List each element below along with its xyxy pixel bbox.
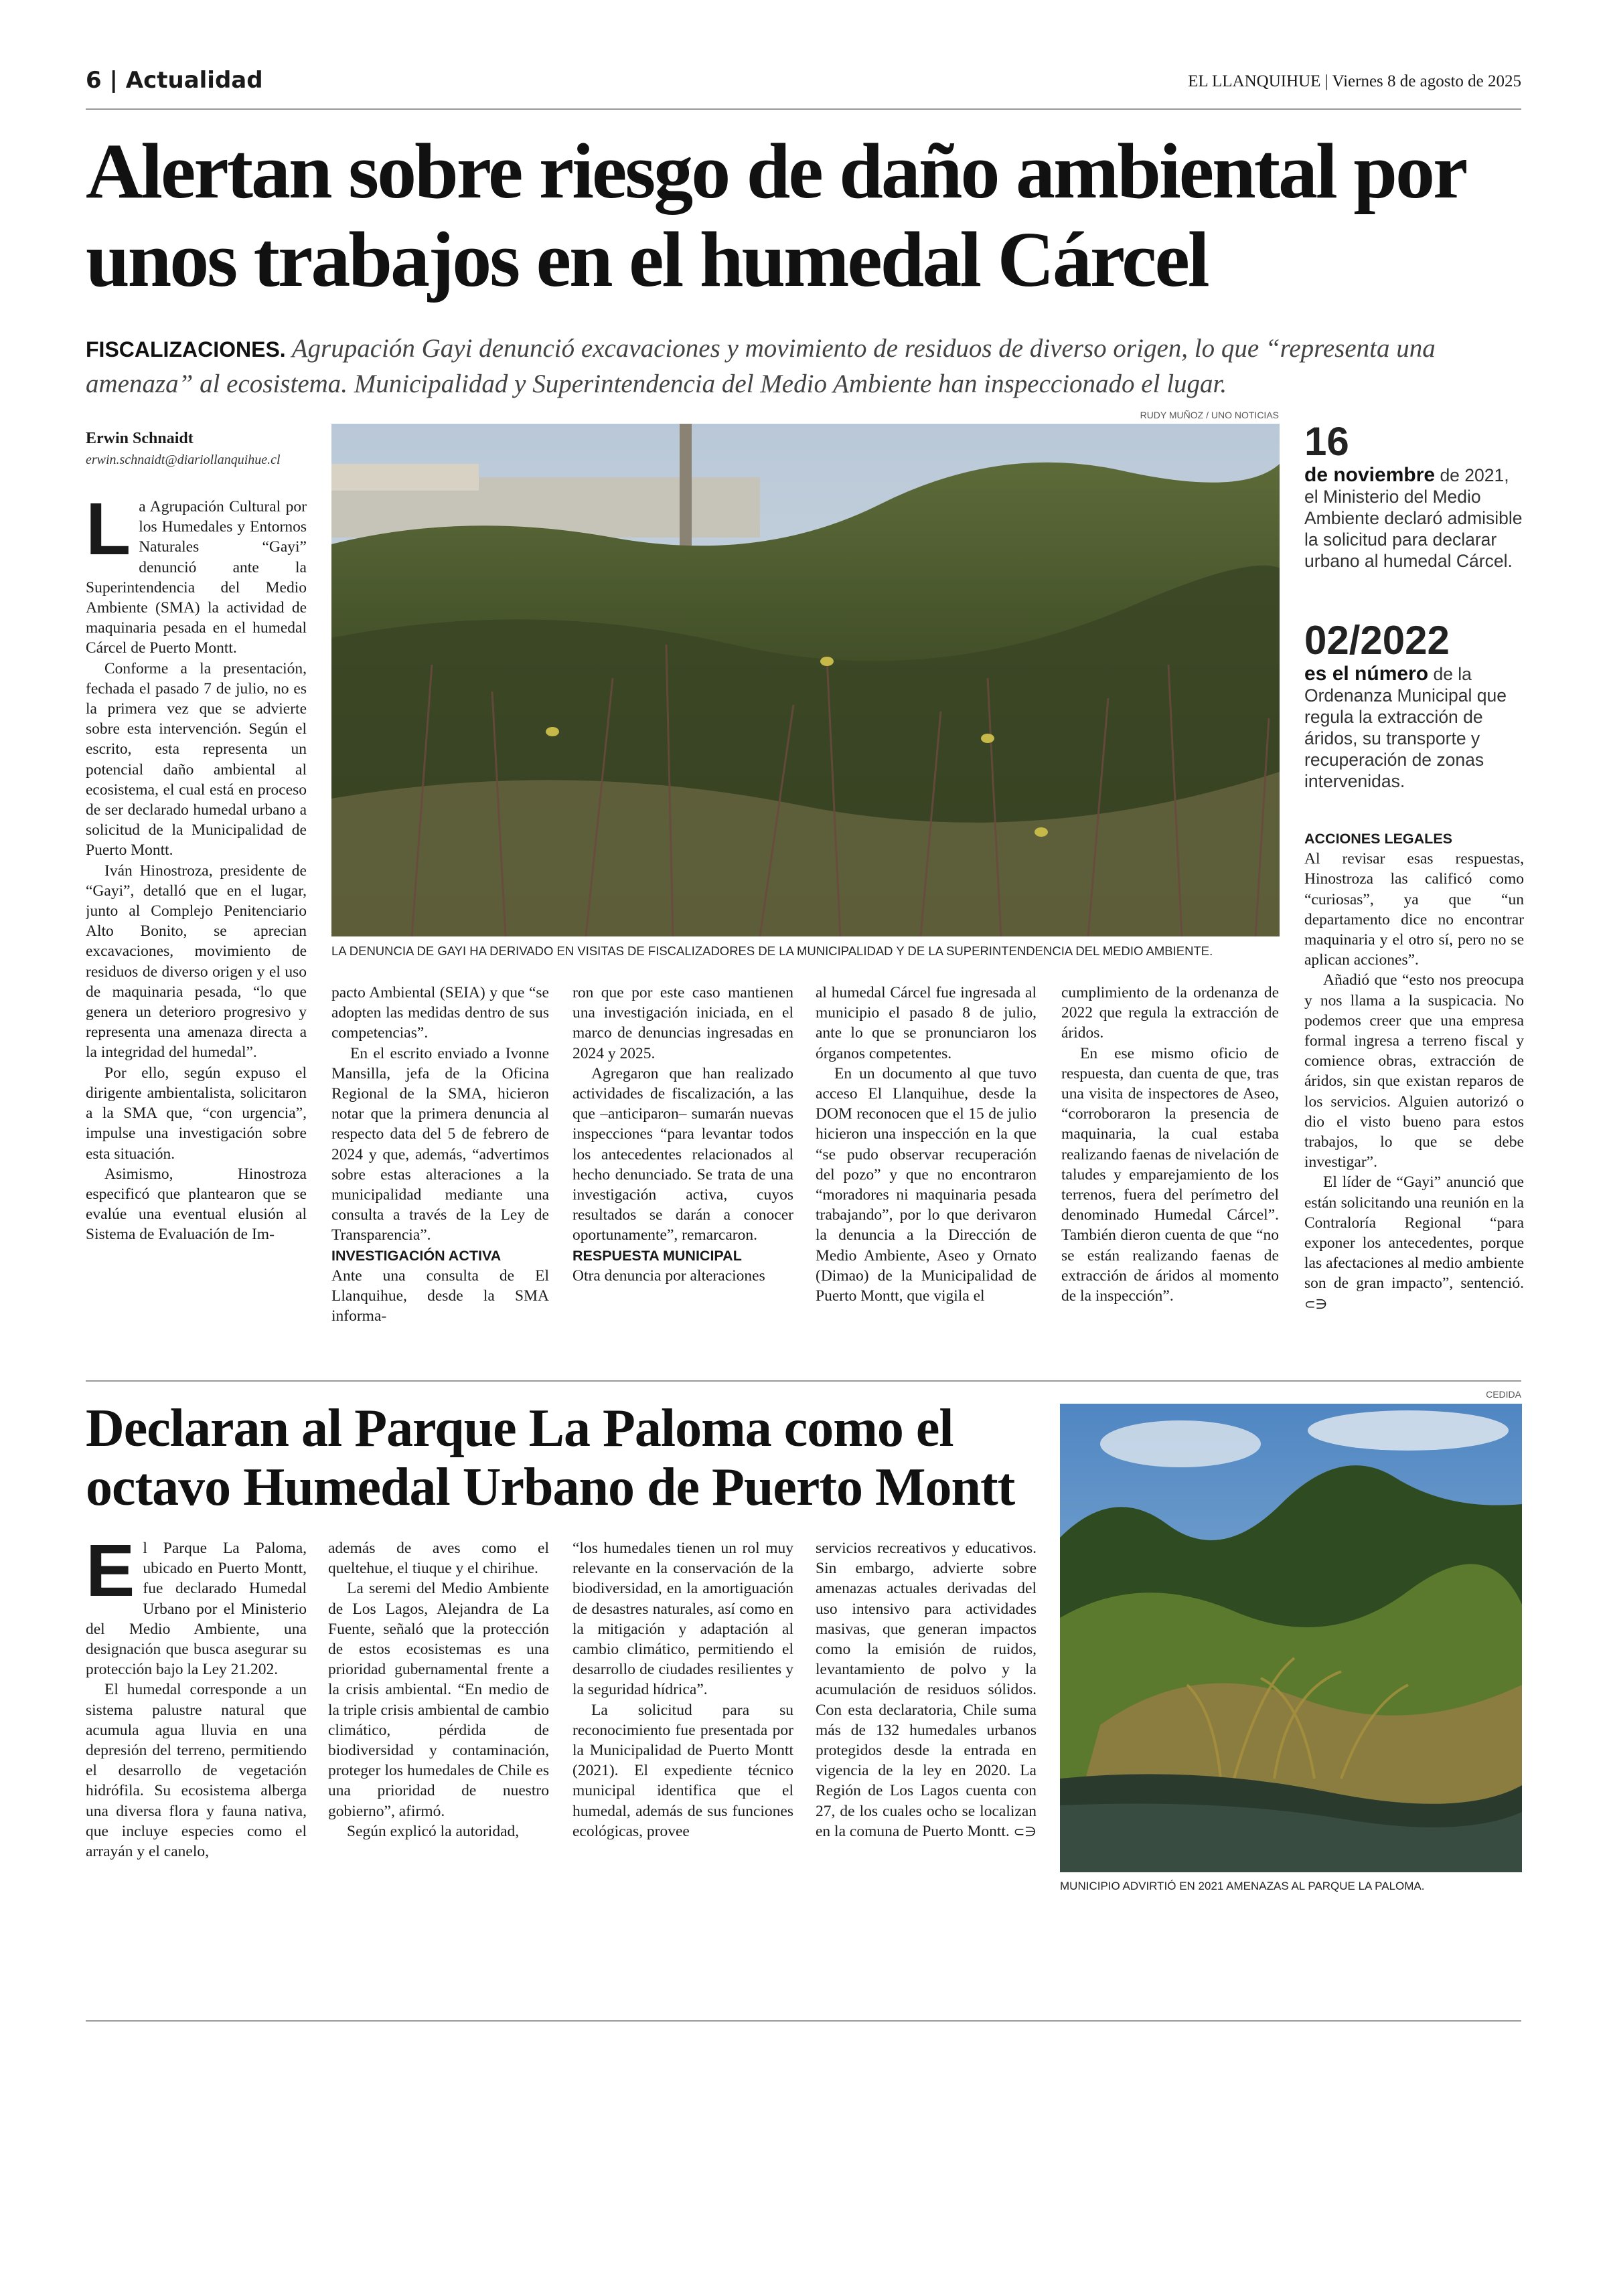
body-paragraph: Por ello, según expuso el dirigente ambientalista, solicitaron a la SMA que, “con urgencia”, impulse una investigación sobre esta situación. [86, 1064, 307, 1163]
article2-lead-paragraph [86, 1538, 307, 1679]
article-divider [86, 1380, 1521, 1382]
article1-column-3 [572, 983, 793, 1375]
page-folio [86, 67, 263, 94]
article1-kicker: FISCALIZACIONES. [86, 337, 286, 361]
body-paragraph: La solicitud para su reconocimiento fue presentada por la Municipalidad de Puerto Montt (2021). El expediente técnico municipal identifica que el humedal, además de sus funciones ecológicas, provee [572, 1701, 793, 1840]
body-paragraph: La seremi del Medio Ambiente de Los Lagos, Alejandra de La Fuente, señaló que la protección de estos ecosistemas es una prioridad gubernamental frente a la crisis ambiental. “En medio de la triple crisis ambiental de cambio climático, pérdida de biodiversidad y contaminación, proteger los humedales de Chile es una prioridad de nuestro gobierno”, afirmó. [328, 1580, 549, 1820]
body-paragraph: Otra denuncia por alteraciones [572, 1266, 765, 1285]
page-number: 6 [86, 67, 102, 94]
body-paragraph: En un documento al que tuvo acceso El Llanquihue, desde la DOM reconocen que el 15 de julio hicieron una inspección en la que “se pudo observar recuperación del pozo” y que no encontraron “moradores ni maquinaria pesada trabajando”, por lo que derivaron la denuncia a la Dirección de Medio Ambiente, Aseo y Ornato (Dimao) de la Municipalidad de Puerto Montt, que vigila el [816, 1064, 1037, 1305]
article2-photo [1060, 1404, 1522, 1872]
body-paragraph [816, 1538, 1037, 1841]
stat-label: es el número [1304, 663, 1429, 685]
drop-cap: E [86, 1538, 135, 1612]
article2-photo-caption: MUNICIPIO ADVIRTIÓ EN 2021 AMENAZAS AL PARQUE LA PALOMA. [1060, 1880, 1425, 1892]
article1-photo-caption: LA DENUNCIA DE GAYI HA DERIVADO EN VISITAS DE FISCALIZADORES DE LA MUNICIPALIDAD Y DE LA SUPERINTENDENCIA DEL MEDIO AMBIENTE. [331, 944, 1213, 958]
stat-number: 02/2022 [1304, 618, 1450, 663]
body-paragraph [1304, 1172, 1524, 1313]
author-name: Erwin Schnaidt [86, 430, 194, 447]
body-paragraph: además de aves como el queltehue, el tiuque y el chirihue. [328, 1540, 549, 1578]
article1-headline: Alertan sobre riesgo de daño ambiental por unos trabajos en el humedal Cárcel [86, 127, 1465, 303]
article2-column-3 [572, 1538, 793, 1913]
stat-text: de la Ordenanza Municipal que regula la extracción de áridos, su transporte y recuperación de zonas intervenidas. [1304, 664, 1507, 791]
body-paragraph: “los humedales tienen un rol muy relevante en la conservación de la biodiversidad, en la amortiguación de desastres naturales, así como en la mitigación y adaptación al cambio climático, permitiendo el desarrollo de ciudades resilientes y la seguridad hídrica”. [572, 1540, 793, 1699]
header-rule [86, 108, 1521, 110]
masthead [1188, 72, 1521, 91]
body-paragraph: al humedal Cárcel fue ingresada al municipio el pasado 8 de julio, ante lo que se pronunciaron los órganos competentes. [816, 984, 1037, 1062]
article2-headline: Declaran al Parque La Paloma como el octavo Humedal Urbano de Puerto Montt [86, 1399, 1015, 1517]
subhead-acciones-legales: ACCIONES LEGALES [1304, 831, 1452, 847]
article1-lead-paragraph [86, 497, 307, 659]
body-paragraph: En ese mismo oficio de respuesta, dan cuenta de que, tras una visita de inspectores de Aseo, “corroboraron la presencia de maquinaria, la cual estaba realizando faenas de nivelación de taludes y emparejamiento de los terrenos, fuera del perímetro del denominado Humedal Cárcel”. También dieron cuenta de que “no se están realizando faenas de extracción de áridos al momento de la inspección”. [1061, 1044, 1279, 1305]
body-paragraph: cumplimiento de la ordenanza de 2022 que regula la extracción de áridos. [1061, 984, 1279, 1042]
wetland-shrubs-image [331, 424, 1280, 936]
stat-number: 16 [1304, 419, 1349, 464]
body-paragraph: Ante una consulta de El Llanquihue, desde la SMA informa- [331, 1266, 549, 1325]
body-paragraph-text: servicios recreativos y educativos. Sin embargo, advierte sobre amenazas actuales derivadas del uso intensivo para actividades masivas, que generan impactos como la emisión de ruidos, levantamiento de polvo y la acumulación de residuos sólidos. Con esta declaratoria, Chile suma más de 132 humedales urbanos protegidos desde la entrada en vigencia de la ley en 2020. La Región de Los Lagos cuenta con 27, de los cuales ocho se localizan en la comuna de Puerto Montt. [816, 1540, 1037, 1840]
article2-column-4 [816, 1538, 1037, 1913]
paper-name: EL LLANQUIHUE [1188, 72, 1321, 90]
article1-lead-text: a Agrupación Cultural por los Humedales y Entornos Naturales “Gayi” denunció ante la Superintendencia del Medio Ambiente (SMA) la actividad de maquinaria pesada en el humedal Cárcel de Puerto Montt. [86, 498, 307, 657]
article2-photo-credit: CEDIDA [1486, 1389, 1521, 1400]
section-name: Actualidad [125, 67, 263, 94]
sidebar-stat-1 [1304, 418, 1525, 572]
article1-photo-credit: RUDY MUÑOZ / UNO NOTICIAS [1140, 410, 1279, 420]
body-paragraph: Conforme a la presentación, fechada el pasado 7 de julio, no es la primera vez que se advierte sobre esta intervención. Según el escrito, esta representa un potencial daño ambiental al ecosistema, el cual está en proceso de ser declarado humedal urbano a solicitud de la Municipalidad de Puerto Montt. [86, 659, 307, 859]
body-paragraph: Iván Hinostroza, presidente de “Gayi”, detalló que en el lugar, junto al Complejo Penitenciario Alto Bonito, se aprecian excavaciones, movimiento de residuos de diverso origen y el uso de maquinaria pesada, “lo que genera un deterioro progresivo y representa una amenaza directa a la integridad del humedal”. [86, 862, 307, 1062]
article1-dek [86, 331, 1512, 402]
article1-photo [331, 424, 1280, 936]
end-mark: ⊂∋ [1013, 1823, 1037, 1839]
issue-date: Viernes 8 de agosto de 2025 [1332, 72, 1521, 90]
body-paragraph: ron que por este caso mantienen una investigación iniciada, en el marco de denuncias ingresadas en 2024 y 2025. [572, 984, 793, 1062]
subhead-investigacion: INVESTIGACIÓN ACTIVA [331, 1247, 502, 1264]
body-paragraph: Agregaron que han realizado actividades de fiscalización, a las que –anticiparon– sumarán nuevas inspecciones “para levantar todos los antecedentes relacionados al hecho denunciado. Se trata de una investigación activa, cuyos resultados se darán a conocer oportunamente”, remarcaron. [572, 1064, 793, 1244]
article1-column-2 [331, 983, 549, 1375]
footer-rule [86, 2020, 1521, 2022]
stat-label: de noviembre [1304, 464, 1436, 486]
body-paragraph: Según explicó la autoridad, [347, 1822, 520, 1840]
article1-dek-text: Agrupación Gayi denunció excavaciones y movimiento de residuos de diverso origen, lo que “representa una amenaza” al ecosistema. Municipalidad y Superintendencia del Medio Ambiente han inspeccionado el lugar. [86, 334, 1436, 398]
body-paragraph: Añadió que “esto nos preocupa y nos llama a la suspicacia. No podemos creer que una empresa formal ingresa a terreno fiscal y comience obras, extracción de áridos, sin que existan reparos de los servicios. Alguien autorizó o dio el visto bueno para estos trabajos, lo que se debe investigar”. [1304, 971, 1524, 1171]
folio-separator: | [109, 67, 118, 94]
body-paragraph: Al revisar esas respuestas, Hinostroza las calificó como “curiosas”, ya que “un departamento dice no encontrar maquinaria y el otro sí, pero no se aplican acciones”. [1304, 850, 1524, 969]
end-mark: ⊂∋ [1304, 1295, 1328, 1312]
article1-column-1 [86, 497, 307, 1368]
stat-text: de 2021, el Ministerio del Medio Ambiente declaró admisible la solicitud para declarar urbano al humedal Cárcel. [1304, 465, 1523, 571]
article2-column-1 [86, 1538, 307, 1913]
sidebar-column [1304, 829, 1524, 1375]
sidebar-stat-2 [1304, 617, 1525, 792]
body-paragraph: Asimismo, Hinostroza especificó que plantearon que se evalúe una eventual elusión al Sistema de Evaluación de Im- [86, 1165, 307, 1244]
author-email: erwin.schnaidt@diariollanquihue.cl [86, 453, 281, 467]
article1-column-4 [816, 983, 1037, 1375]
article2-lead-text: l Parque La Paloma, ubicado en Puerto Montt, fue declarado Humedal Urbano por el Ministerio del Medio Ambiente, una designación que busca asegurar su protección bajo la Ley 21.202. [86, 1540, 307, 1679]
subhead-respuesta-municipal: RESPUESTA MUNICIPAL [572, 1247, 742, 1264]
article2-column-2 [328, 1538, 549, 1913]
body-paragraph: pacto Ambiental (SEIA) y que “se adopten las medidas dentro de sus competencias”. [331, 984, 549, 1042]
masthead-separator: | [1324, 72, 1328, 90]
body-paragraph: En el escrito enviado a Ivonne Mansilla, jefa de la Oficina Regional de la SMA, hicieron notar que la primera denuncia al respecto data del 5 de febrero de 2024 y que, además, “advertimos sobre estas alteraciones a la municipalidad mediante una consulta a través de la Ley de Transparencia”. [331, 1044, 549, 1244]
la-paloma-wetland-image [1060, 1404, 1522, 1872]
body-paragraph: El humedal corresponde a un sistema palustre natural que acumula agua lluvia en una depresión del terreno, permitiendo el desarrollo de vegetación hidrófila. Su ecosistema alberga una diversa flora y fauna nativa, que incluye especies como el arrayán y el canelo, [86, 1681, 307, 1861]
body-paragraph-text: El líder de “Gayi” anunció que están solicitando una reunión en la Contraloría Regional “para exponer los antecedentes, porque las afectaciones al medio ambiente son de gran impacto”, sentenció. [1304, 1173, 1524, 1293]
article1-column-5 [1061, 983, 1279, 1375]
drop-cap: L [86, 497, 131, 570]
